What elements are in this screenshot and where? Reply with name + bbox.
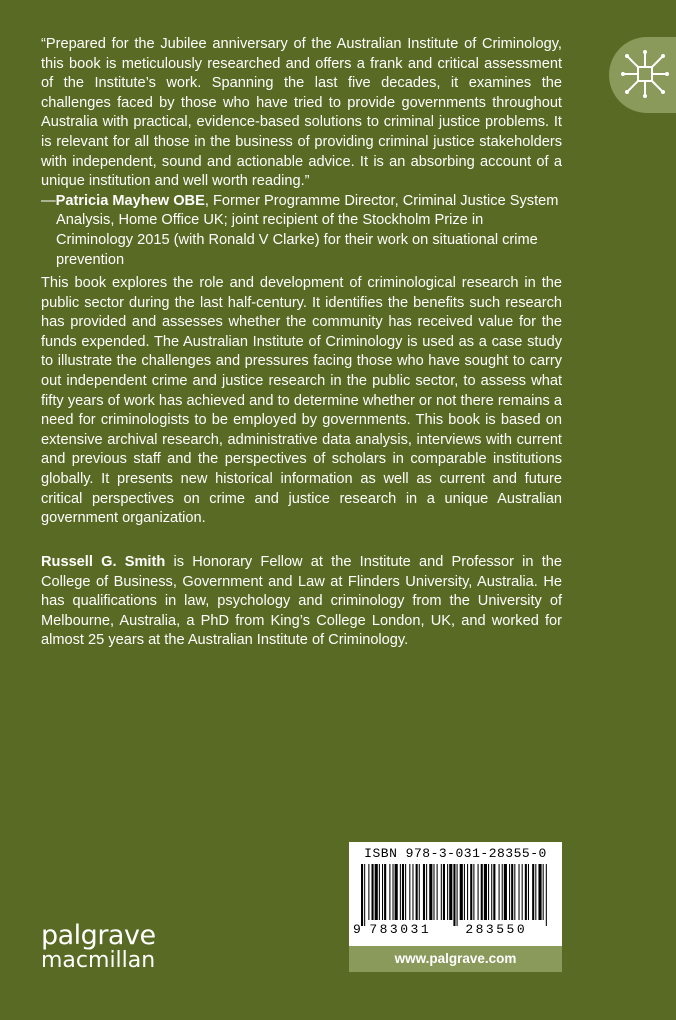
quote-attribution bbox=[41, 192, 562, 270]
quote-text: “Prepared for the Jubilee anniversary of the Australian Institute of Criminology, this book is meticulously researched and offers a frank and critical assessment of the Institute’s work. Spanning the last five decades, it examines the challenges faced by those who have tried to provide governments throughout Australia with practical, evidence-based solutions to criminal justice problems. It is relevant for all those in the business of providing criminal justice stakeholders with independent, sound and actionable advice. It is an absorbing account of a unique institution and well worth reading.” bbox=[41, 36, 562, 190]
publisher-logo bbox=[41, 920, 156, 973]
palgrave-network-logo-icon bbox=[621, 50, 669, 98]
endorsement-quote bbox=[41, 35, 562, 270]
publisher-line1: palgrave bbox=[41, 920, 156, 951]
publisher-url[interactable]: www.palgrave.com bbox=[349, 946, 562, 972]
barcode-right-digits: 283550 bbox=[465, 922, 528, 937]
quote-author-detail: , Former Programme Director, Criminal Justice System Analysis, Home Office UK; joint recipient of the Stockholm Prize in Criminology 2015 (with Ronald V Clarke) for their work on situational crime prevention bbox=[56, 192, 559, 268]
book-description: This book explores the role and development of criminological research in the public sector during the last half-century. It identifies the benefits such research has provided and assesses whether the community has received value for the funds expended. The Australian Institute of Criminology is used as a case study to illustrate the challenges and pressures facing those who have sought to carry out independent crime and justice research in the public sector, to assess what fifty years of work has achieved and to determine whether or not there remains a need for criminologists to be employed by governments. This book is based on extensive archival research, administrative data analysis, interviews with current and previous staff and the perspectives of scholars in comparable institutions globally. It presents new historical information as well as current and future critical perspectives on crime and justice research in a unique Australian government organization. bbox=[41, 275, 562, 527]
attribution-dash: — bbox=[41, 192, 56, 209]
author-bio-text: is Honorary Fellow at the Institute and Professor in the College of Business, Government and Law at Flinders University, Australia. He has qualifications in law, psychology and criminology from the University of Melbourne, Australia, a PhD from King’s College London, UK, and worked for almost 25 years at the Australian Institute of Criminology. bbox=[41, 554, 562, 649]
barcode-left-digits: 783031 bbox=[369, 922, 432, 937]
barcode-lead-digit: 9 bbox=[353, 922, 364, 937]
quote-author: Patricia Mayhew OBE bbox=[55, 192, 205, 209]
isbn-barcode bbox=[349, 842, 562, 946]
publisher-line2: macmillan bbox=[41, 948, 156, 973]
barcode-digits bbox=[353, 922, 558, 937]
isbn-label: ISBN 978-3-031-28355-0 bbox=[364, 846, 547, 861]
barcode-bars bbox=[361, 864, 551, 926]
author-bio bbox=[41, 553, 562, 651]
author-name: Russell G. Smith bbox=[41, 554, 166, 570]
publisher-logo-badge bbox=[609, 37, 676, 113]
